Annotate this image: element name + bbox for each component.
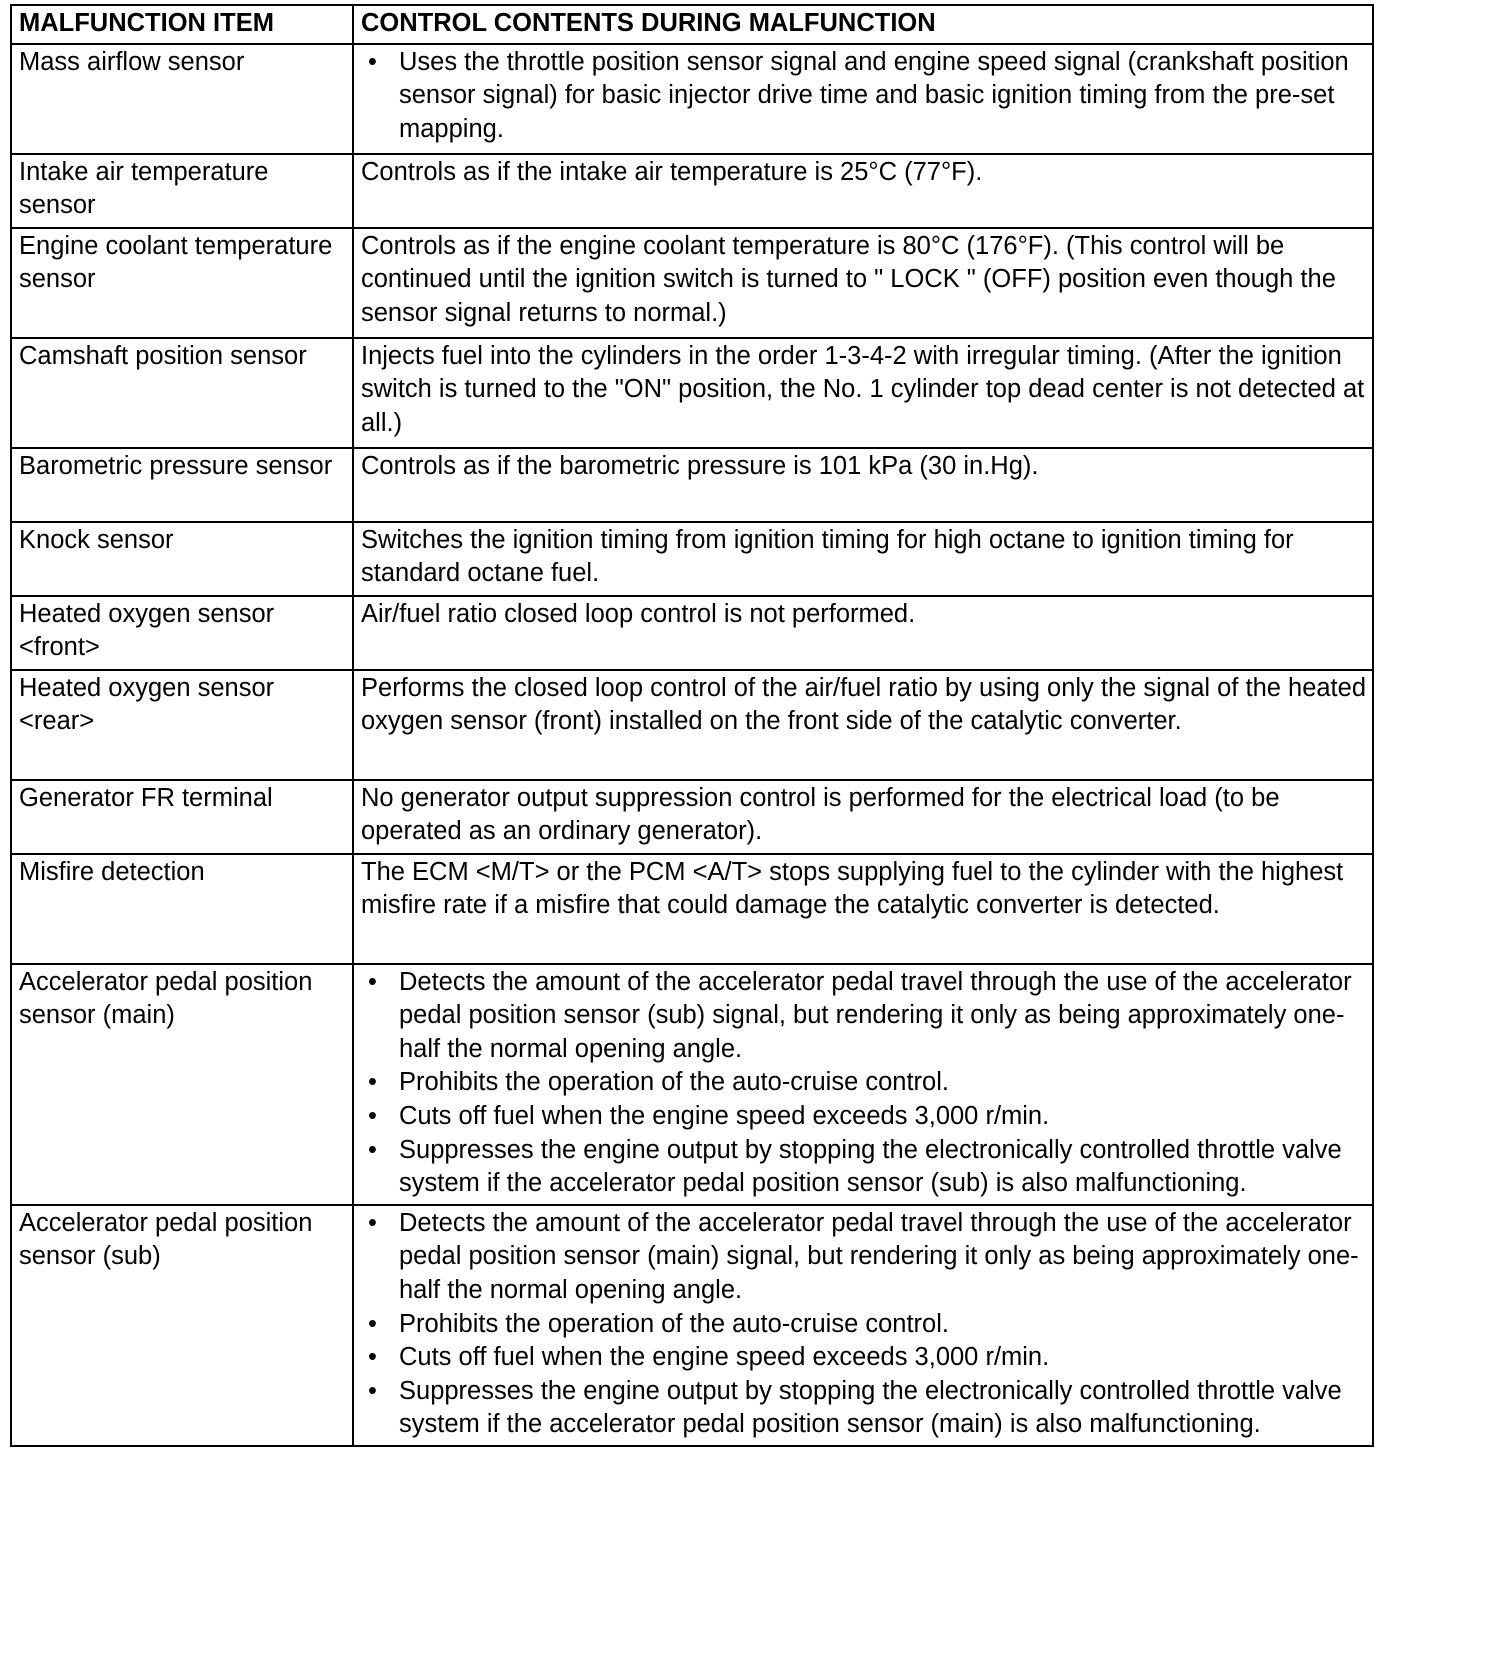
control-contents-cell: Air/fuel ratio closed loop control is not performed. bbox=[353, 596, 1373, 670]
bullet-icon: • bbox=[368, 1376, 377, 1405]
table-row bbox=[11, 854, 1373, 964]
malfunction-item-cell: Accelerator pedal position sensor (sub) bbox=[11, 1205, 353, 1446]
malfunction-item-cell: Intake air temperature sensor bbox=[11, 154, 353, 228]
malfunction-item-cell: Heated oxygen sensor <front> bbox=[11, 596, 353, 670]
bullet-icon: • bbox=[368, 47, 377, 76]
malfunction-item-cell: Camshaft position sensor bbox=[11, 338, 353, 448]
malfunction-item-cell: Heated oxygen sensor <rear> bbox=[11, 670, 353, 780]
malfunction-item-cell: Mass airflow sensor bbox=[11, 44, 353, 154]
table-row bbox=[11, 780, 1373, 854]
bullet-item: • Prohibits the operation of the auto-cruise control. bbox=[361, 1308, 1366, 1342]
malfunction-item-cell: Generator FR terminal bbox=[11, 780, 353, 854]
bullet-item: • Cuts off fuel when the engine speed exceeds 3,000 r/min. bbox=[361, 1100, 1366, 1134]
bullet-list bbox=[361, 966, 1366, 1201]
control-contents-cell bbox=[353, 964, 1373, 1205]
malfunction-item-cell: Barometric pressure sensor bbox=[11, 448, 353, 522]
control-contents-cell: Injects fuel into the cylinders in the order 1-3-4-2 with irregular timing. (After the ignition switch is turned to the "ON" position, the No. 1 cylinder top dead center is not detected at all.) bbox=[353, 338, 1373, 448]
bullet-icon: • bbox=[368, 1208, 377, 1237]
control-contents-cell: Performs the closed loop control of the air/fuel ratio by using only the signal of the heated oxygen sensor (front) installed on the front side of the catalytic converter. bbox=[353, 670, 1373, 780]
bullet-item: • Suppresses the engine output by stopping the electronically controlled throttle valve system if the accelerator pedal position sensor (sub) is also malfunctioning. bbox=[368, 1135, 1342, 1198]
bullet-icon: • bbox=[368, 1343, 377, 1372]
table-row bbox=[11, 154, 1373, 228]
bullet-icon: • bbox=[368, 1101, 377, 1130]
document-page bbox=[10, 4, 1372, 1447]
malfunction-control-table bbox=[10, 4, 1374, 1447]
table-row bbox=[11, 522, 1373, 596]
malfunction-item-cell: Misfire detection bbox=[11, 854, 353, 964]
malfunction-item-cell: Knock sensor bbox=[11, 522, 353, 596]
control-contents-cell: Controls as if the engine coolant temperature is 80°C (176°F). (This control will be continued until the ignition switch is turned to " LOCK " (OFF) position even though the sensor signal returns to normal.) bbox=[353, 228, 1373, 338]
table-row bbox=[11, 338, 1373, 448]
bullet-list bbox=[361, 46, 1366, 147]
control-contents-cell bbox=[353, 1205, 1373, 1446]
control-contents-cell: No generator output suppression control is performed for the electrical load (to be operated as an ordinary generator). bbox=[353, 780, 1373, 854]
bullet-icon: • bbox=[368, 1068, 377, 1097]
table-row bbox=[11, 228, 1373, 338]
bullet-item: • Detects the amount of the accelerator pedal travel through the use of the accelerator pedal position sensor (sub) signal, but rendering it only as being approximately one-half the normal opening angle. bbox=[368, 967, 1352, 1063]
table-row bbox=[11, 670, 1373, 780]
table-row bbox=[11, 44, 1373, 154]
header-control-contents: CONTROL CONTENTS DURING MALFUNCTION bbox=[353, 5, 1373, 44]
table-row bbox=[11, 964, 1373, 1205]
table-header-row bbox=[11, 5, 1373, 44]
bullet-item: • Prohibits the operation of the auto-cruise control. bbox=[361, 1066, 1366, 1100]
control-contents-cell: Controls as if the intake air temperature is 25°C (77°F). bbox=[353, 154, 1373, 228]
control-contents-cell: Controls as if the barometric pressure is 101 kPa (30 in.Hg). bbox=[353, 448, 1373, 522]
bullet-item: • Uses the throttle position sensor signal and engine speed signal (crankshaft position sensor signal) for basic injector drive time and basic ignition timing from the pre-set mapping. bbox=[368, 47, 1349, 143]
bullet-list bbox=[361, 1207, 1366, 1442]
bullet-item: • Suppresses the engine output by stopping the electronically controlled throttle valve system if the accelerator pedal position sensor (main) is also malfunctioning. bbox=[368, 1376, 1342, 1439]
bullet-icon: • bbox=[368, 967, 377, 996]
control-contents-cell: The ECM <M/T> or the PCM <A/T> stops supplying fuel to the cylinder with the highest misfire rate if a misfire that could damage the catalytic converter is detected. bbox=[353, 854, 1373, 964]
table-row bbox=[11, 1205, 1373, 1446]
bullet-icon: • bbox=[368, 1135, 377, 1164]
bullet-icon: • bbox=[368, 1309, 377, 1338]
control-contents-cell: Switches the ignition timing from ignition timing for high octane to ignition timing for standard octane fuel. bbox=[353, 522, 1373, 596]
malfunction-item-cell: Accelerator pedal position sensor (main) bbox=[11, 964, 353, 1205]
malfunction-item-cell: Engine coolant temperature sensor bbox=[11, 228, 353, 338]
table-row bbox=[11, 448, 1373, 522]
bullet-item: • Cuts off fuel when the engine speed exceeds 3,000 r/min. bbox=[361, 1341, 1366, 1375]
control-contents-cell bbox=[353, 44, 1373, 154]
header-malfunction-item: MALFUNCTION ITEM bbox=[11, 5, 353, 44]
table-row bbox=[11, 596, 1373, 670]
bullet-item: • Detects the amount of the accelerator pedal travel through the use of the accelerator pedal position sensor (main) signal, but rendering it only as being approximately one-half the normal opening angle. bbox=[368, 1208, 1359, 1304]
